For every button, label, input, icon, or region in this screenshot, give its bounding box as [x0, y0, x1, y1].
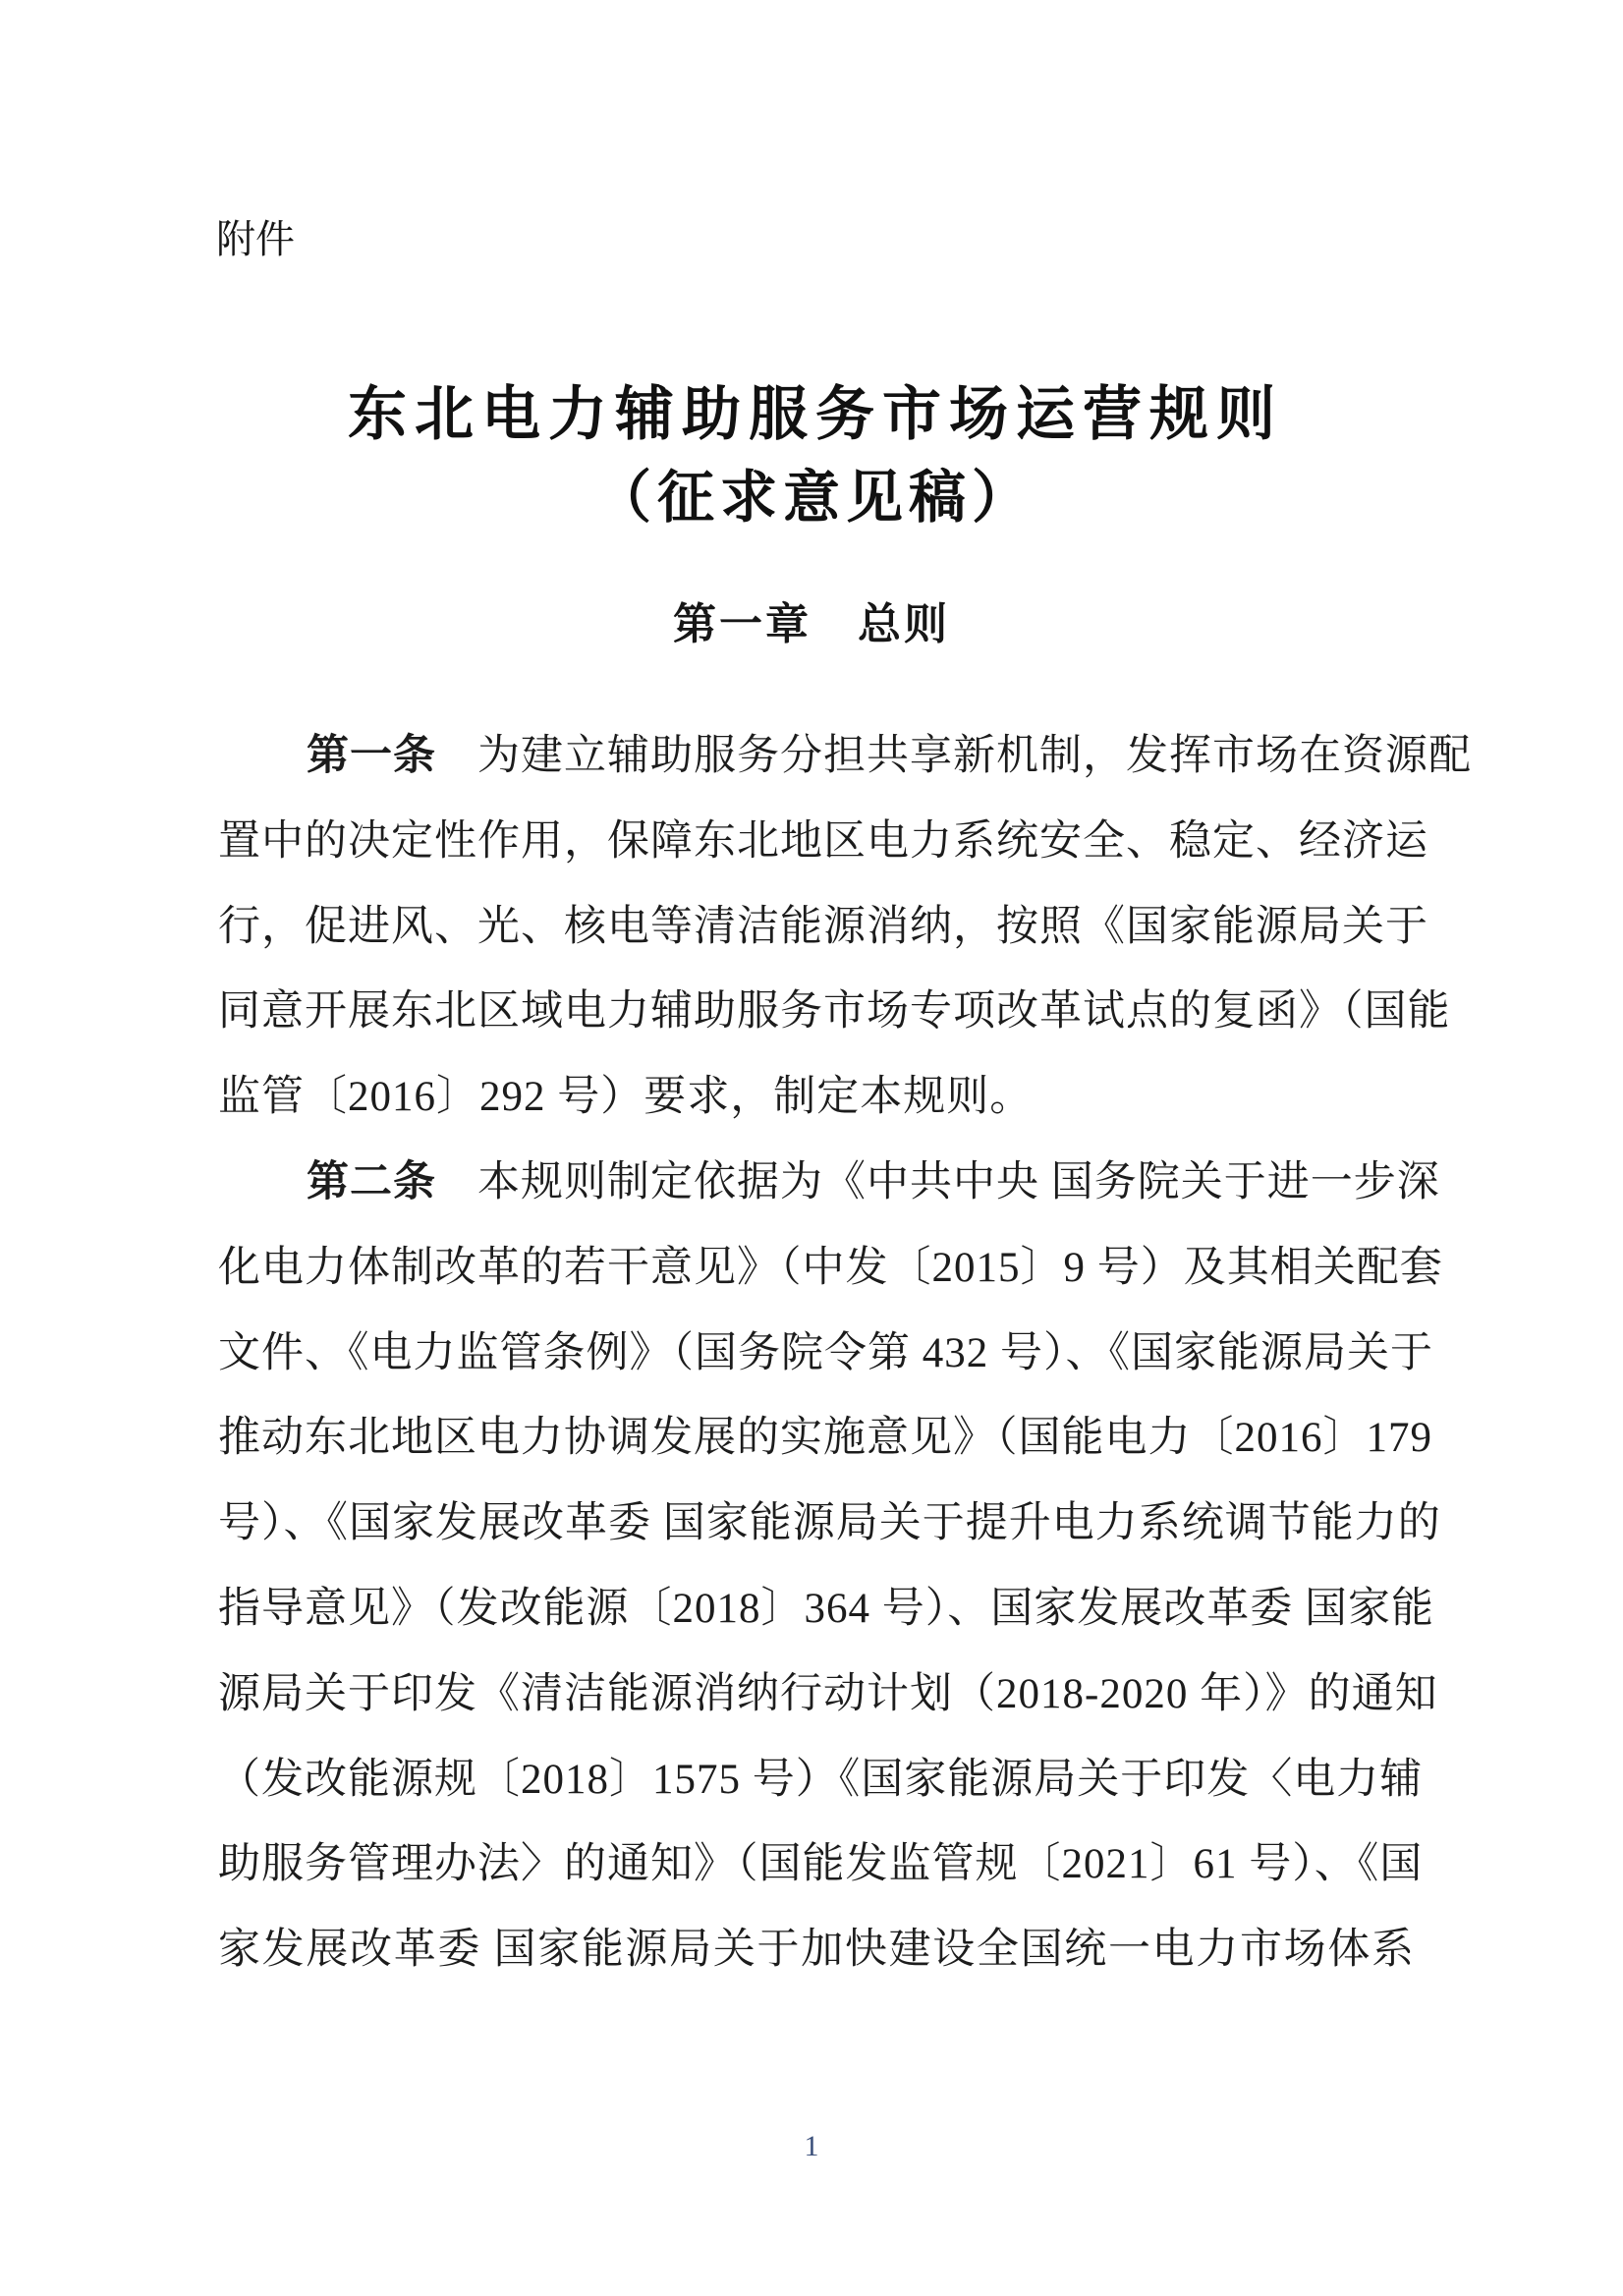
body-line-text: 文件、《电力监管条例》（国务院令第 432 号）、《国家能源局关于 — [218, 1329, 1433, 1376]
body-line — [218, 885, 1428, 971]
body-line — [218, 1396, 1432, 1482]
body-line-text: 指导意见》（发改能源〔2018〕364 号）、国家发展改革委 国家能 — [218, 1585, 1434, 1632]
body-line-text: 源局关于印发《清洁能源消纳行动计划（2018-2020 年）》的通知 — [218, 1670, 1438, 1717]
body-line-text: 推动东北地区电力协调发展的实施意见》（国能电力〔2016〕179 — [218, 1415, 1432, 1462]
body-line — [218, 1482, 1441, 1567]
body-line — [218, 1055, 1415, 1141]
body-line-text: （发改能源规〔2018〕1575 号）《国家能源局关于印发〈电力辅 — [218, 1756, 1424, 1803]
body-line — [218, 714, 1472, 800]
body-line — [218, 1312, 1433, 1397]
body-line-text: 本规则制定依据为《中共中央 国务院关于进一步深 — [477, 1158, 1440, 1205]
body-line — [218, 1652, 1438, 1738]
chapter-heading: 第一章 总则 — [673, 600, 950, 648]
body-line — [218, 1822, 1424, 1908]
body-text — [218, 714, 1472, 1993]
body-line-text: 号）、《国家发展改革委 国家能源局关于提升电力系统调节能力的 — [218, 1500, 1441, 1547]
body-line-text: 助服务管理办法〉的通知》（国能发监管规〔2021〕61 号）、《国 — [218, 1841, 1424, 1888]
body-line — [218, 1567, 1434, 1652]
body-line — [218, 970, 1451, 1055]
body-line-text: 为建立辅助服务分担共享新机制，发挥市场在资源配 — [477, 733, 1472, 779]
attachment-label: 附件 — [216, 218, 295, 261]
body-line — [218, 1141, 1440, 1226]
body-line-text: 化电力体制改革的若干意见》（中发〔2015〕9 号）及其相关配套 — [218, 1244, 1443, 1291]
body-line-text: 置中的决定性作用，保障东北地区电力系统安全、稳定、经济运 — [218, 817, 1428, 865]
body-line — [218, 1908, 1415, 1993]
body-line-text: 监管〔2016〕292 号）要求，制定本规则。 — [218, 1074, 1034, 1121]
document-title: 东北电力辅助服务市场运营规则 — [348, 382, 1283, 447]
body-line-text: 家发展改革委 国家能源局关于加快建设全国统一电力市场体系 — [218, 1927, 1415, 1974]
article-number: 第一条 — [307, 733, 436, 779]
article-number: 第二条 — [307, 1158, 436, 1205]
body-line — [218, 1738, 1424, 1823]
body-line — [218, 800, 1428, 885]
body-line-text: 同意开展东北区域电力辅助服务市场专项改革试点的复函》（国能 — [218, 988, 1451, 1036]
body-line — [218, 1226, 1443, 1312]
document-subtitle: （征求意见稿） — [593, 466, 1035, 530]
page-number: 1 — [804, 2130, 819, 2162]
body-line-text: 行，促进风、光、核电等清洁能源消纳，按照《国家能源局关于 — [218, 903, 1428, 950]
